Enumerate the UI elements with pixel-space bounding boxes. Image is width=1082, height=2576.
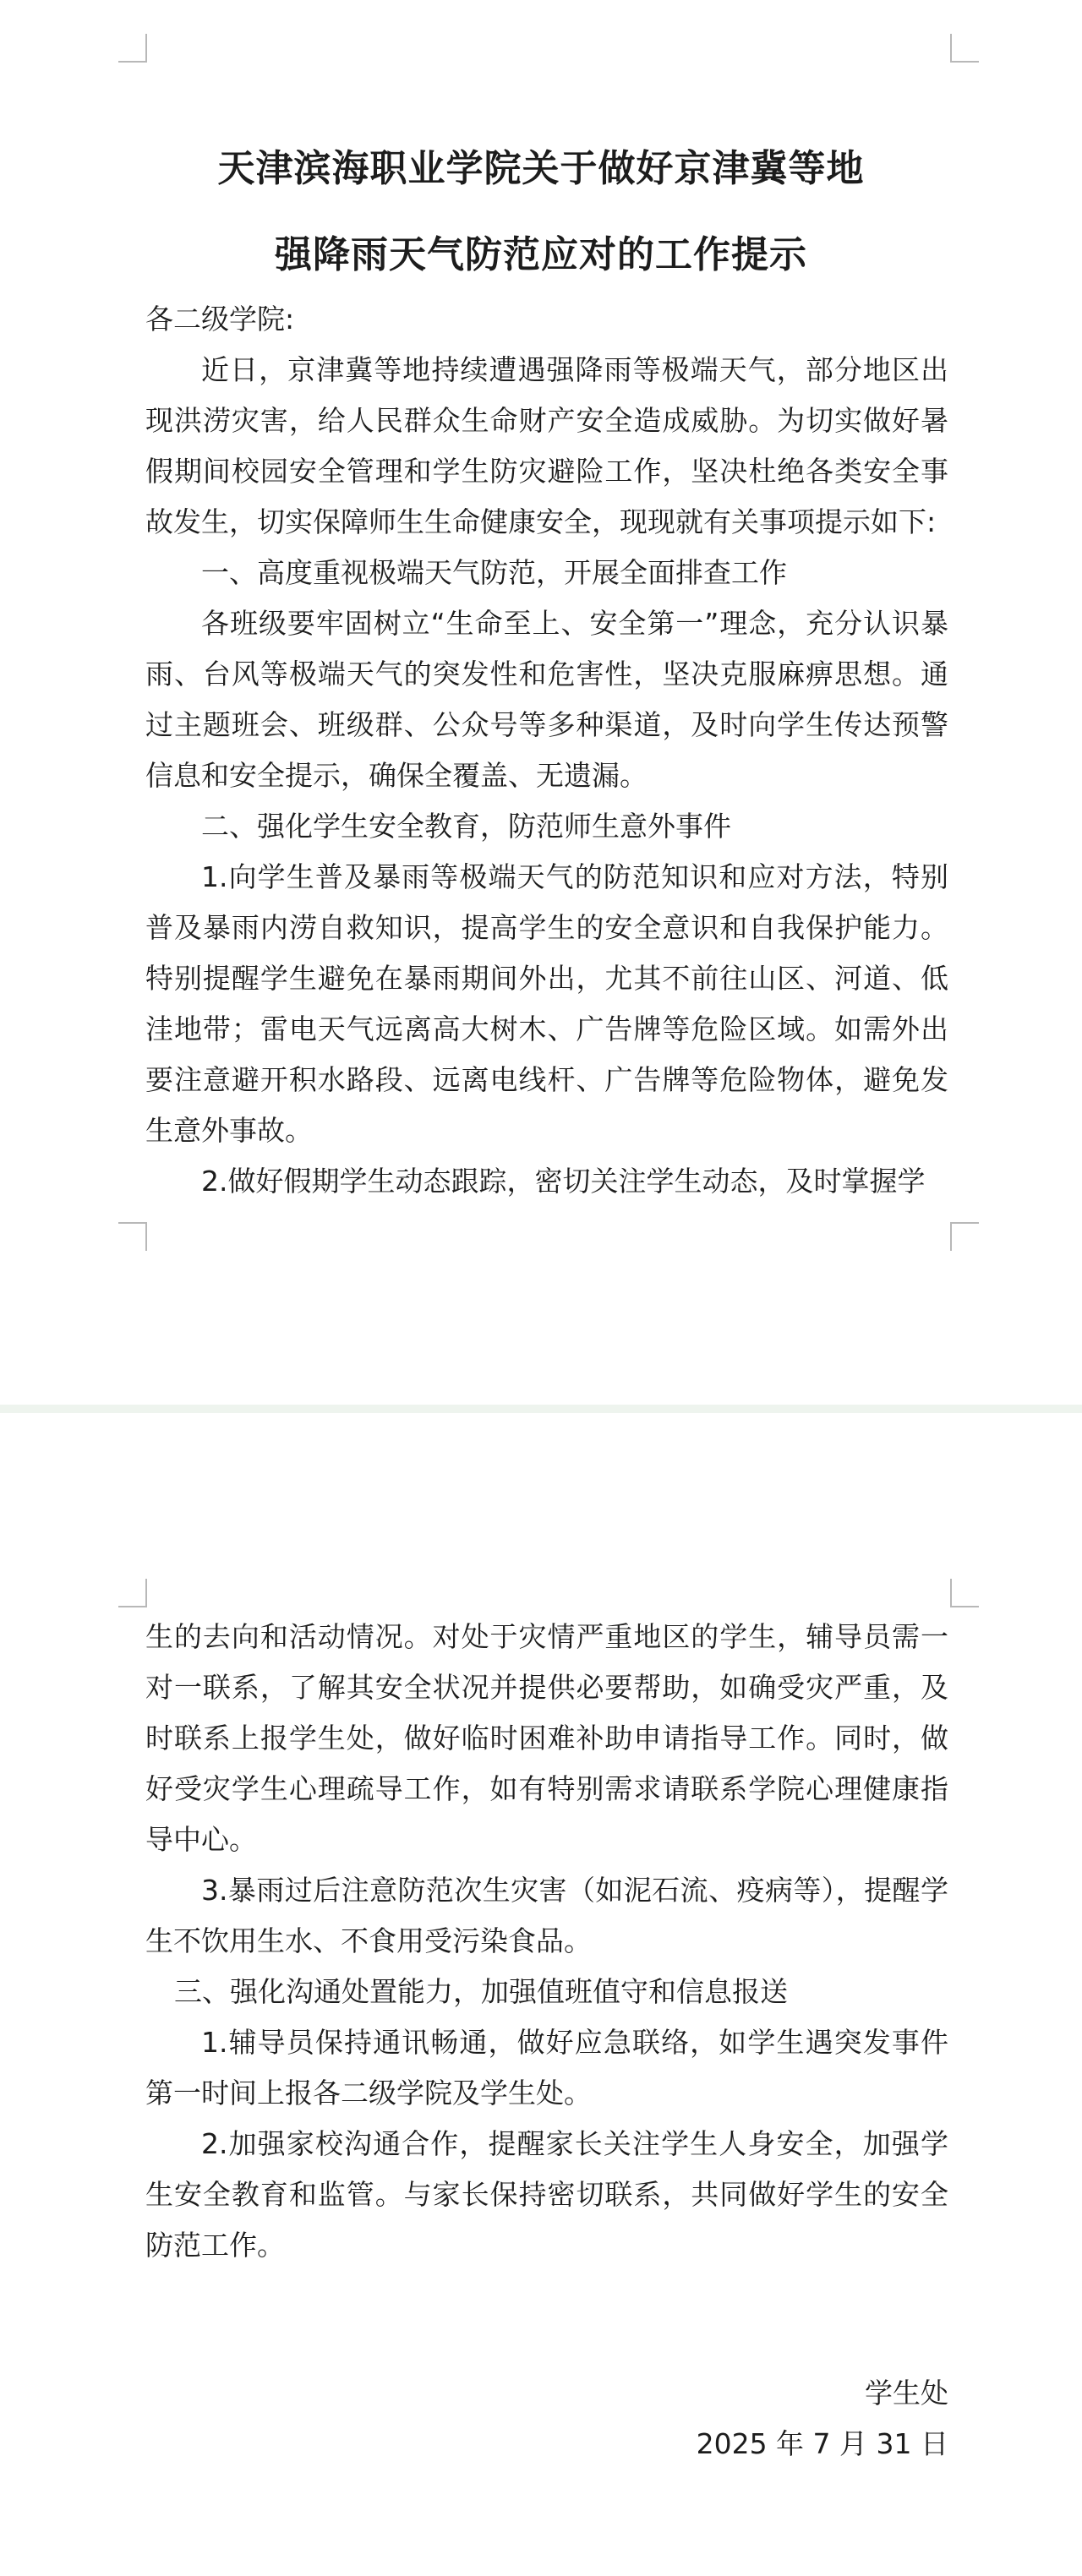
corner-mark-top-right bbox=[950, 1579, 979, 1607]
section-2-item-2-part-2: 生的去向和活动情况。对处于灾情严重地区的学生，辅导员需一对一联系，了解其安全状况并提供必要帮助，如确受灾严重，及时联系上报学生处，做好临时困难补助申请指导工作。同时，做好受灾学生心理疏导工作，如有特别需求请联系学院心理健康指导中心。 bbox=[145, 1620, 948, 1856]
document-page-2 bbox=[0, 1413, 1082, 2576]
document-title-line-2: 强降雨天气防范应对的工作提示 bbox=[275, 233, 807, 276]
corner-mark-bottom-left bbox=[118, 1222, 147, 1251]
corner-mark-top-left bbox=[118, 1579, 147, 1607]
section-1-body: 各班级要牢固树立“生命至上、安全第一”理念，充分认识暴雨、台风等极端天气的突发性和危害性，坚决克服麻痹思想。通过主题班会、班级群、公众号等多种渠道，及时向学生传达预警信息和安全提示，确保全覆盖、无遗漏。 bbox=[145, 607, 948, 792]
section-1-heading: 一、高度重视极端天气防范，开展全面排查工作 bbox=[201, 556, 787, 589]
intro-paragraph: 近日，京津冀等地持续遭遇强降雨等极端天气，部分地区出现洪涝灾害，给人民群众生命财产安全造成威胁。为切实做好暑假期间校园安全管理和学生防灾避险工作，坚决杜绝各类安全事故发生，切实保障师生生命健康安全，现现就有关事项提示如下: bbox=[145, 353, 948, 538]
document-body-page-1 bbox=[145, 294, 948, 1207]
section-3-heading: 三、强化沟通处置能力，加强值班值守和信息报送 bbox=[174, 1975, 788, 2008]
corner-mark-top-left bbox=[118, 34, 147, 63]
section-3-item-1: 1.辅导员保持通讯畅通，做好应急联络，如学生遇突发事件第一时间上报各二级学院及学生处。 bbox=[145, 2026, 948, 2109]
section-2-item-2-part-1: 2.做好假期学生动态跟踪，密切关注学生动态，及时掌握学 bbox=[201, 1165, 926, 1198]
section-2-item-1: 1.向学生普及暴雨等极端天气的防范知识和应对方法，特别普及暴雨内涝自救知识，提高学生的安全意识和自我保护能力。特别提醒学生避免在暴雨期间外出，尤其不前往山区、河道、低洼地带；雷电天气远离高大树木、广告牌等危险区域。如需外出要注意避开积水路段、远离电线杆、广告牌等危险物体，避免发生意外事故。 bbox=[145, 860, 948, 1147]
section-2-heading: 二、强化学生安全教育，防范师生意外事件 bbox=[201, 810, 731, 843]
section-3-item-2: 2.加强家校沟通合作，提醒家长关注学生人身安全，加强学生安全教育和监管。与家长保持密切联系，共同做好学生的安全防范工作。 bbox=[145, 2127, 948, 2262]
document-title-line-1: 天津滨海职业学院关于做好京津冀等地 bbox=[217, 147, 865, 190]
signature-date: 2025 年 7 月 31 日 bbox=[696, 2427, 948, 2460]
signature-block bbox=[697, 2368, 948, 2470]
document-body-page-2 bbox=[145, 1612, 948, 2271]
corner-mark-bottom-right bbox=[950, 1222, 979, 1251]
section-2-item-3: 3.暴雨过后注意防范次生灾害（如泥石流、疫病等），提醒学生不饮用生水、不食用受污染食品。 bbox=[145, 1874, 948, 1957]
signature-department: 学生处 bbox=[865, 2377, 948, 2410]
corner-mark-top-right bbox=[950, 34, 979, 63]
salutation: 各二级学院: bbox=[145, 303, 295, 336]
